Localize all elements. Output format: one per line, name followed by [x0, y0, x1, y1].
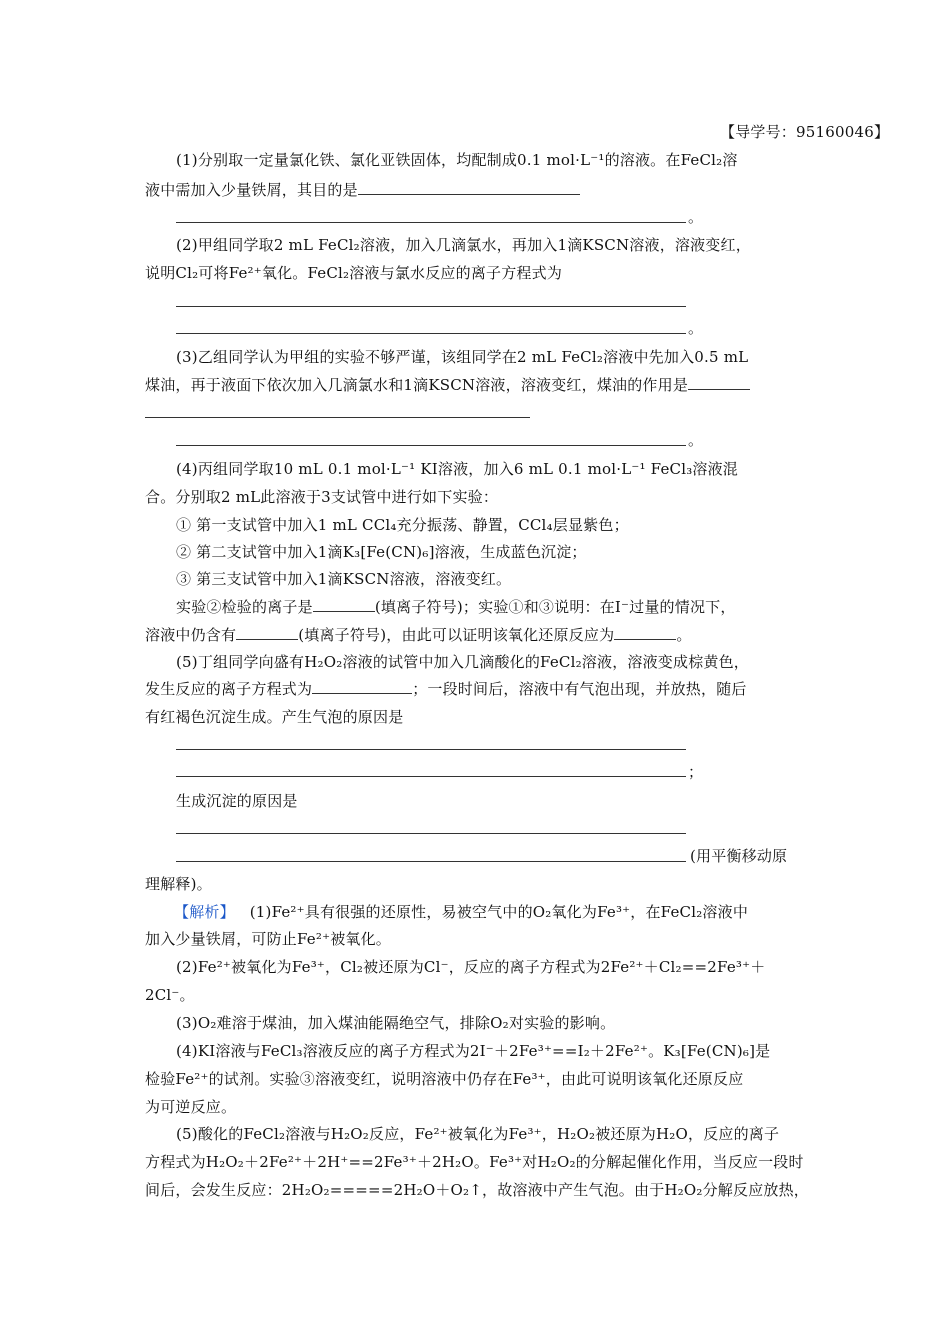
q1-line1: (1)分别取一定量氯化铁、氯化亚铁固体，均配制成0.1 mol·L⁻¹的溶液。在FeCl₂溶 — [176, 151, 738, 169]
q3-line2-text: 煤油，再于液面下依次加入几滴氯水和1滴KSCN溶液，溶液变红，煤油的作用是 — [145, 376, 689, 394]
q4-exp3: ③ 第三支试管中加入1滴KSCN溶液，溶液变红。 — [176, 570, 512, 588]
q3-answer-line-2[interactable] — [176, 445, 686, 446]
analysis-p5c: 间后，会发生反应：2H₂O₂=====2H₂O＋O₂↑，故溶液中产生气泡。由于H₂O₂分解反应放热， — [145, 1181, 810, 1199]
q4-exp1: ① 第一支试管中加入1 mL CCl₄充分振荡、静置，CCl₄层显紫色； — [176, 516, 629, 534]
q5-precipitate-answer-line-1[interactable] — [176, 833, 686, 834]
q5-tail2: 理解释)。 — [145, 875, 212, 893]
q4-q-c: 溶液中仍含有 — [145, 626, 237, 644]
analysis-p3: (3)O₂难溶于煤油，加入煤油能隔绝空气，排除O₂对实验的影响。 — [176, 1014, 616, 1032]
q4-blank-reaction-type[interactable] — [614, 625, 676, 640]
q2-line2: 说明Cl₂可将Fe²⁺氧化。FeCl₂溶液与氯水反应的离子方程式为 — [145, 264, 563, 282]
analysis-p4b: 检验Fe²⁺的试剂。实验③溶液变红，说明溶液中仍存在Fe³⁺，由此可说明该氧化还原反应 — [145, 1070, 744, 1088]
q2-end: 。 — [688, 319, 704, 337]
q2-line1: (2)甲组同学取2 mL FeCl₂溶液，加入几滴氯水，再加入1滴KSCN溶液，溶液变红， — [176, 236, 751, 254]
analysis-p4a: (4)KI溶液与FeCl₃溶液反应的离子方程式为2I⁻＋2Fe³⁺==I₂＋2Fe²⁺。K₃[Fe(CN)₆]是 — [176, 1042, 771, 1060]
q3-line1: (3)乙组同学认为甲组的实验不够严谨，该组同学在2 mL FeCl₂溶液中先加入0.5 mL — [176, 348, 749, 366]
q4-blank-remaining-ion[interactable] — [236, 625, 298, 640]
q3-answer-line-1[interactable] — [145, 417, 530, 418]
q4-line2: 合。分别取2 mL此溶液于3支试管中进行如下实验： — [145, 488, 499, 506]
analysis-p4c: 为可逆反应。 — [145, 1098, 237, 1116]
q5-bubble-answer-line-1[interactable] — [176, 749, 686, 750]
q5-precipitate-answer-line-2[interactable] — [176, 861, 686, 862]
guide-number: 【导学号：95160046】 — [720, 123, 890, 141]
q1-line2-text: 液中需加入少量铁屑，其目的是 — [145, 181, 358, 199]
q5-bubble-answer-line-2[interactable] — [176, 776, 686, 777]
analysis-label: 【解析】 — [174, 903, 235, 921]
q5-line2a: 发生反应的离子方程式为 — [145, 680, 313, 698]
q4-blank-ion[interactable] — [313, 597, 375, 612]
q3-answer-blank[interactable] — [688, 375, 750, 390]
q4-q-e: 。 — [676, 626, 692, 644]
analysis-p1a: (1)Fe²⁺具有很强的还原性，易被空气中的O₂氧化为Fe³⁺，在FeCl₂溶液中 — [249, 903, 749, 921]
analysis-p5b: 方程式为H₂O₂＋2Fe²⁺＋2H⁺==2Fe³⁺＋2H₂O。Fe³⁺对H₂O₂的分解起催化作用，当反应一段时 — [145, 1153, 804, 1171]
analysis-p1b: 加入少量铁屑，可防止Fe²⁺被氧化。 — [145, 930, 391, 948]
q5-semicolon: ； — [688, 763, 704, 781]
q5-line4: 生成沉淀的原因是 — [176, 792, 298, 810]
q5-line3: 有红褐色沉淀生成。产生气泡的原因是 — [145, 708, 404, 726]
analysis-line1 — [174, 902, 748, 922]
q1-line2 — [145, 180, 580, 200]
q1-answer-line[interactable] — [176, 222, 686, 223]
q4-exp2: ② 第二支试管中加入1滴K₃[Fe(CN)₆]溶液，生成蓝色沉淀； — [176, 543, 587, 561]
q4-q-d: (填离子符号)，由此可以证明该氧化还原反应为 — [298, 626, 615, 644]
q5-line2b: ；一段时间后，溶液中有气泡出现，并放热，随后 — [412, 680, 747, 698]
q4-q-a: 实验②检验的离子是 — [176, 598, 313, 616]
q3-line2 — [145, 375, 750, 395]
q1-end: 。 — [688, 208, 704, 226]
q5-line2 — [145, 679, 747, 699]
q1-answer-blank[interactable] — [358, 180, 580, 195]
q5-tail1: (用平衡移动原 — [690, 847, 788, 865]
analysis-p2a: (2)Fe²⁺被氧化为Fe³⁺，Cl₂被还原为Cl⁻，反应的离子方程式为2Fe²⁺＋Cl₂==2Fe³⁺＋ — [176, 958, 766, 976]
q2-answer-line-2[interactable] — [176, 333, 686, 334]
q5-blank-equation[interactable] — [312, 679, 412, 694]
q2-answer-line-1[interactable] — [176, 306, 686, 307]
q4-question-line2 — [145, 625, 692, 645]
q4-question-line1 — [176, 597, 736, 617]
q4-q-b: (填离子符号)；实验①和③说明：在I⁻过量的情况下， — [374, 598, 736, 616]
q5-line1: (5)丁组同学向盛有H₂O₂溶液的试管中加入几滴酸化的FeCl₂溶液，溶液变成棕黄色， — [176, 653, 750, 671]
q3-end: 。 — [688, 431, 704, 449]
q4-line1: (4)丙组同学取10 mL 0.1 mol·L⁻¹ KI溶液，加入6 mL 0.1 mol·L⁻¹ FeCl₃溶液混 — [176, 460, 739, 478]
analysis-p5a: (5)酸化的FeCl₂溶液与H₂O₂反应，Fe²⁺被氧化为Fe³⁺，H₂O₂被还原为H₂O，反应的离子 — [176, 1125, 780, 1143]
analysis-p2b: 2Cl⁻。 — [145, 986, 195, 1004]
